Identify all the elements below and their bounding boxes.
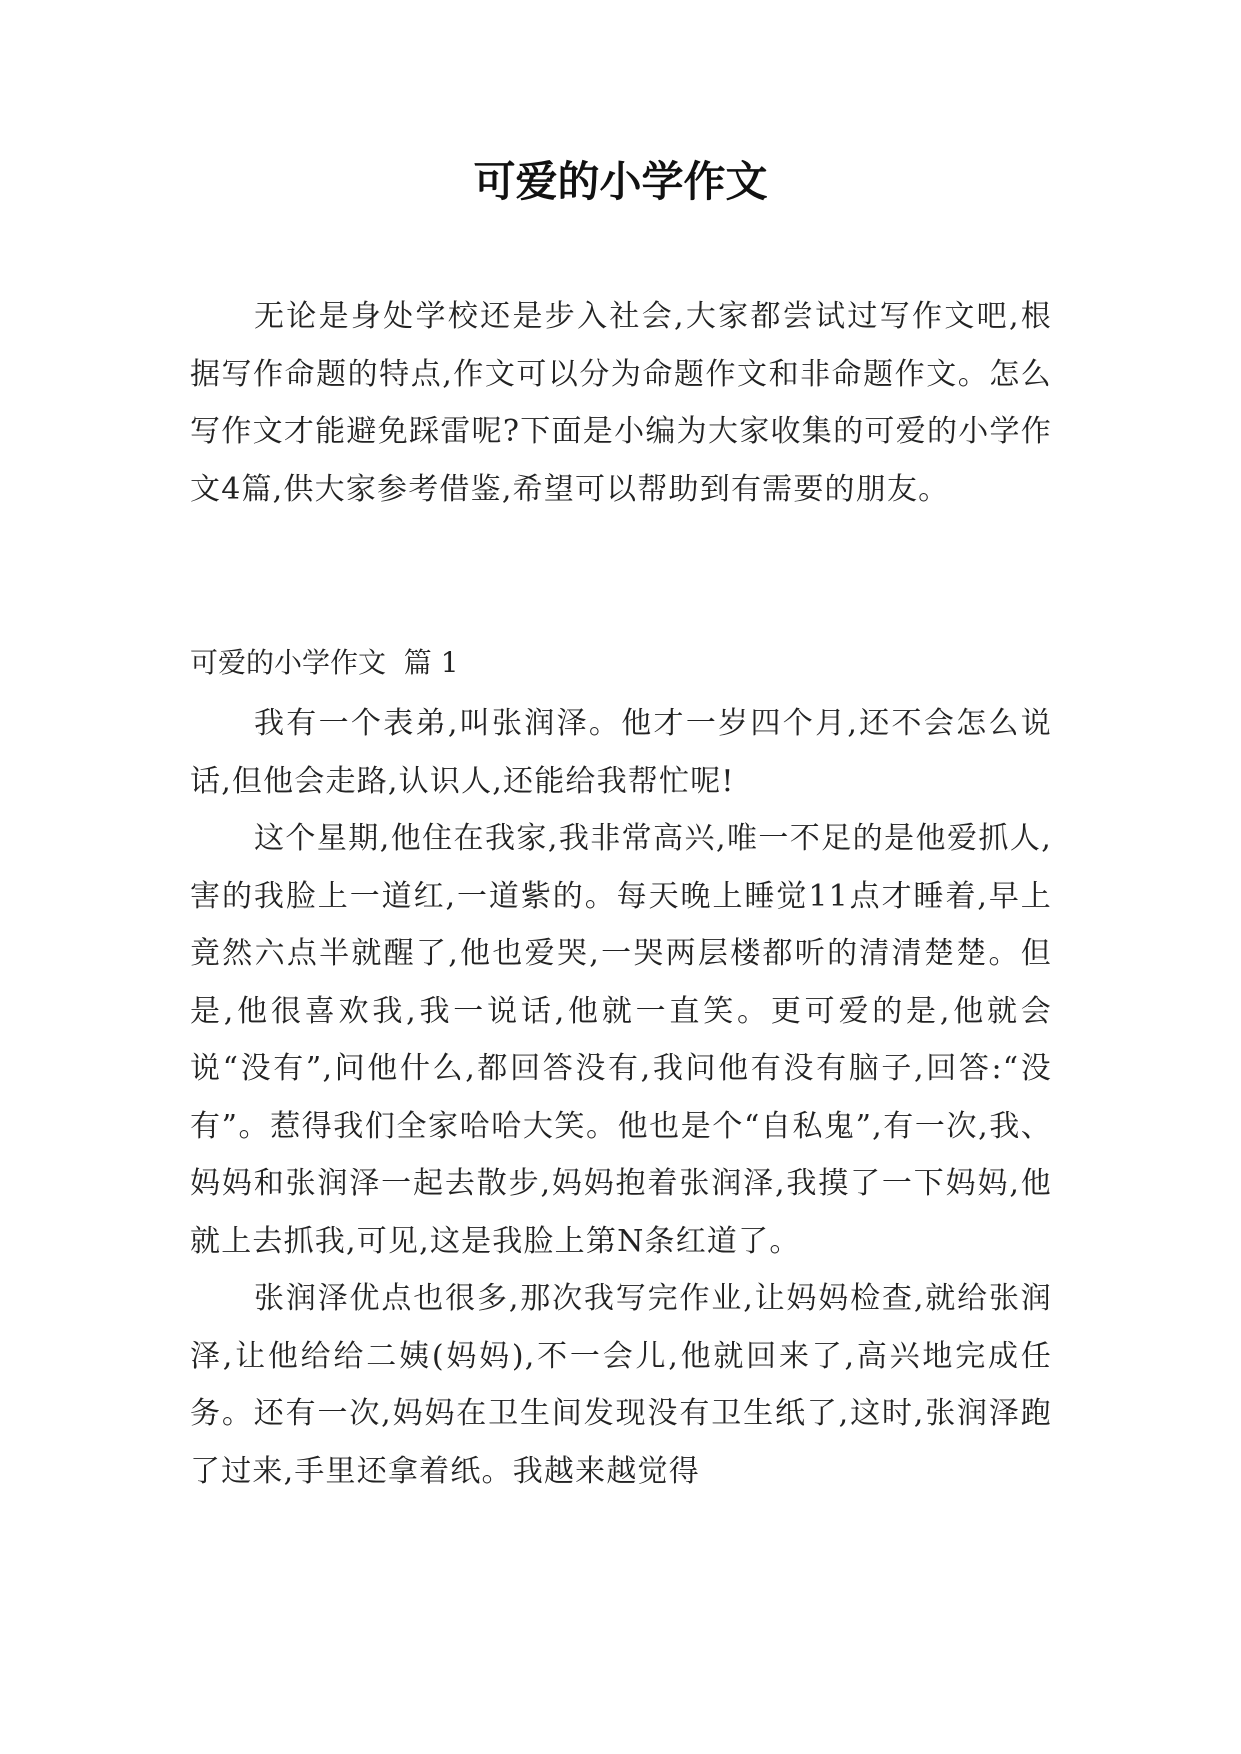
essay-paragraph-3: 张润泽优点也很多,那次我写完作业,让妈妈检查,就给张润泽,让他给给二姨(妈妈),不一会儿,他就回来了,高兴地完成任务。还有一次,妈妈在卫生间发现没有卫生纸了,这时,张润泽跑了过来,手里还拿着纸。我越来越觉得: [190, 1281, 1052, 1489]
document-title: 可爱的小学作文: [473, 157, 768, 206]
essay-paragraph-1: 我有一个表弟,叫张润泽。他才一岁四个月,还不会怎么说话,但他会走路,认识人,还能给我帮忙呢!: [190, 706, 1052, 799]
section-heading: 可爱的小学作文 篇 1: [190, 646, 459, 679]
essay-paragraph-2: 这个星期,他住在我家,我非常高兴,唯一不足的是他爱抓人,害的我脸上一道红,一道紫的。每天晚上睡觉11点才睡着,早上竟然六点半就醒了,他也爱哭,一哭两层楼都听的清清楚楚。但是,他很喜欢我,我一说话,他就一直笑。更可爱的是,他就会说“没有”,问他什么,都回答没有,我问他有没有脑子,回答:“没有”。惹得我们全家哈哈大笑。他也是个“自私鬼”,有一次,我、妈妈和张润泽一起去散步,妈妈抱着张润泽,我摸了一下妈妈,他就上去抓我,可见,这是我脸上第N条红道了。: [190, 821, 1052, 1259]
essay-body: [190, 695, 1052, 1500]
intro-paragraph: 无论是身处学校还是步入社会,大家都尝试过写作文吧,根据写作命题的特点,作文可以分为命题作文和非命题作文。怎么写作文才能避免踩雷呢?下面是小编为大家收集的可爱的小学作文4篇,供大家参考借鉴,希望可以帮助到有需要的朋友。: [190, 299, 1052, 507]
